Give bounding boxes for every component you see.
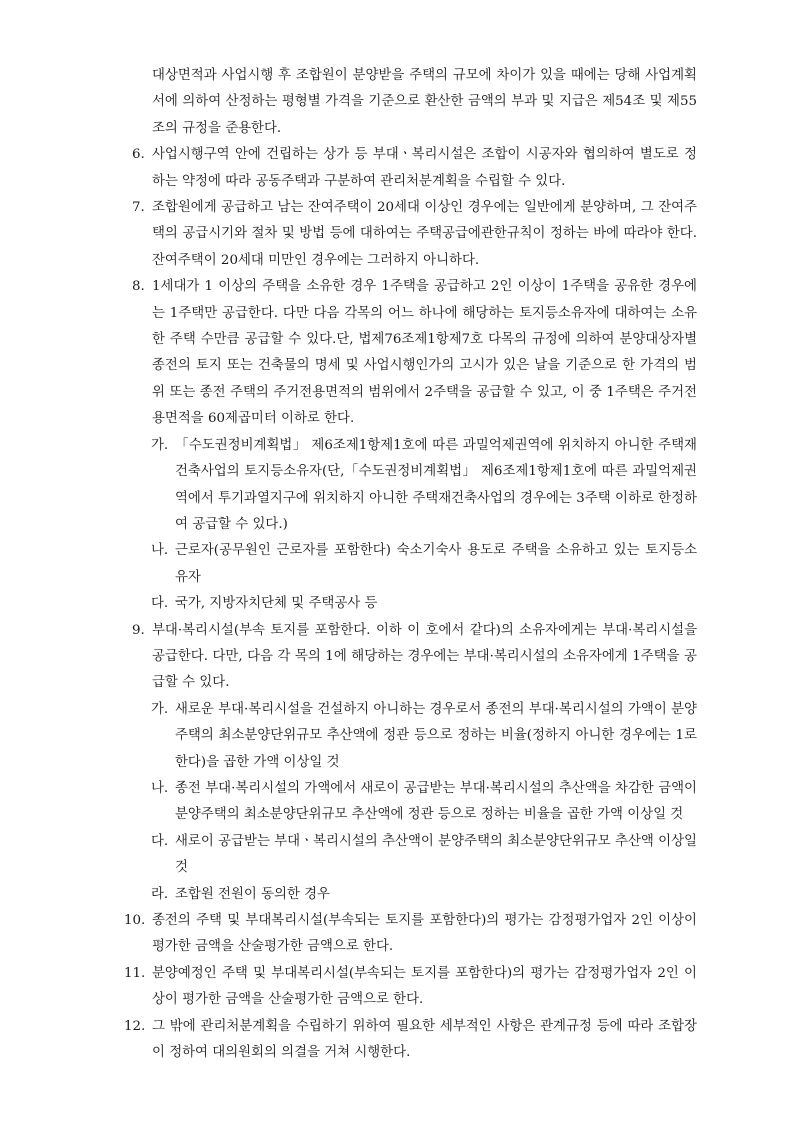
- sub-item-8-da: [151, 591, 793, 617]
- sub-item-mark: 가.: [151, 437, 169, 453]
- sub-item-text: 새로운 부대·복리시설을 건설하지 아니하는 경우로서 종전의 부대·복리시설의 가액이 분양주택의 최소분양단위규모 추산액에 정관 등으로 정하는 비율(정하지 아니한 경우에는 1로 한다)을 곱한 가액 이상일 것: [175, 701, 697, 770]
- sub-item-mark: 나.: [151, 780, 169, 796]
- list-item-8: [132, 274, 793, 432]
- sub-item-mark: 나.: [151, 543, 169, 559]
- sub-item-text: 종전 부대·복리시설의 가액에서 새로이 공급받는 부대·복리시설의 추산액을 차감한 금액이 분양주택의 최소분양단위규모 추산액에 정관 등으로 정하는 비율을 곱한 가액 이상일 것: [175, 780, 697, 823]
- item-number: 6.: [132, 147, 145, 163]
- item-text: 그 밖에 관리처분계획을 수립하기 위하여 필요한 세부적인 사항은 관계규정 등에 따라 조합장이 정하여 대의원회의 의결을 거쳐 시행한다.: [152, 1018, 697, 1061]
- item-text: 조합원에게 공급하고 남는 잔여주택이 20세대 이상인 경우에는 일반에게 분양하며, 그 잔여주택의 공급시기와 절차 및 방법 등에 대하여는 주택공급에관한규칙이 정하는 바에 따라야 한다. 잔여주택이 20세대 미만인 경우에는 그러하지 아니하다.: [152, 200, 697, 268]
- sub-item-text: 근로자(공무원인 근로자를 포함한다) 숙소기숙사 용도로 주택을 소유하고 있는 토지등소유자: [175, 543, 697, 585]
- sub-item-8-ga: [151, 433, 793, 539]
- sub-item-8-na: [151, 538, 793, 591]
- item-number: 12.: [124, 1018, 146, 1034]
- sub-item-9-na: [151, 776, 793, 829]
- sub-item-9-ga: [151, 697, 793, 776]
- item-number: 10.: [124, 913, 146, 928]
- item-text: 1세대가 1 이상의 주택을 소유한 경우 1주택을 공급하고 2인 이상이 1주택을 공유한 경우에는 1주택만 공급한다. 다만 다음 각목의 어느 하나에 해당하는 토지등소유자에 대하여는 소유한 주택 수만큼 공급할 수 있다.단, 법제76조제1항제7호 다목의 규정에 의하여 분양대상자별 종전의 토지 또는 건축물의 명세 및 사업시행인가의 고시가 있은 날을 기준으로 한 가격의 범위 또는 종전 주택의 주거전용면적의 범위에서 2주택을 공급할 수 있고, 이 중 1주택은 주거전용면적을 60제곱미터 이하로 한다.: [152, 279, 697, 427]
- item-number: 7.: [132, 200, 145, 216]
- list-item-6: [132, 142, 793, 195]
- list-item-10: [124, 908, 793, 961]
- sub-item-text: 조합원 전원이 동의한 경우: [175, 886, 331, 902]
- sub-item-mark: 가.: [151, 701, 169, 717]
- sub-item-text: 새로이 공급받는 부대ㆍ복리시설의 추산액이 분양주택의 최소분양단위규모 추산액 이상일 것: [175, 833, 697, 876]
- item-text: 분양예정인 주택 및 부대복리시설(부속되는 토지를 포함한다)의 평가는 감정평가업자 2인 이상이 평가한 금액을 산술평가한 금액으로 한다.: [152, 965, 697, 1008]
- sub-item-text: 국가, 지방자치단체 및 주택공사 등: [175, 596, 378, 612]
- list-item-12: [124, 1014, 793, 1067]
- sub-item-text: 「수도권정비계획법」 제6조제1항제1호에 따른 과밀억제권역에 위치하지 아니한 주택재건축사업의 토지등소유자(단,「수도권정비계획법」 제6조제1항제1호에 따른 과밀억제권역에서 투기과열지구에 위치하지 아니한 주택재건축사업의 경우에는 3주택 이하로 한정하여 공급할 수 있다.): [175, 437, 697, 532]
- sub-item-mark: 다.: [151, 596, 169, 612]
- sub-item-mark: 라.: [151, 886, 169, 902]
- sub-item-mark: 다.: [151, 833, 169, 849]
- sub-item-9-da: [151, 829, 793, 882]
- item-number: 11.: [124, 965, 146, 981]
- item-text: 종전의 주택 및 부대복리시설(부속되는 토지를 포함한다)의 평가는 감정평가업자 2인 이상이 평가한 금액을 산술평가한 금액으로 한다.: [152, 913, 697, 955]
- item-number: 8.: [132, 279, 145, 295]
- list-item-7: [132, 195, 793, 274]
- list-item-9: [132, 618, 793, 697]
- item-text: 부대·복리시설(부속 토지를 포함한다. 이하 이 호에서 같다)의 소유자에게는 부대·복리시설을 공급한다. 다만, 다음 각 목의 1에 해당하는 경우에는 부대·복리시설의 소유자에게 1주택을 공급할 수 있다.: [152, 622, 697, 691]
- list-item-11: [124, 961, 793, 1014]
- item-text: 사업시행구역 안에 건립하는 상가 등 부대ㆍ복리시설은 조합이 시공자와 협의하여 별도로 정하는 약정에 따라 공동주택과 구분하여 관리처분계획을 수립할 수 있다.: [152, 147, 697, 189]
- item-number: 9.: [132, 622, 145, 638]
- intro-paragraph: 대상면적과 사업시행 후 조합원이 분양받을 주택의 규모에 차이가 있을 때에는 당해 사업계획서에 의하여 산정하는 평형별 가격을 기준으로 환산한 금액의 부과 및 지급은 제54조 및 제55조의 규정을 준용한다.: [152, 68, 697, 136]
- sub-item-9-ra: [151, 882, 793, 908]
